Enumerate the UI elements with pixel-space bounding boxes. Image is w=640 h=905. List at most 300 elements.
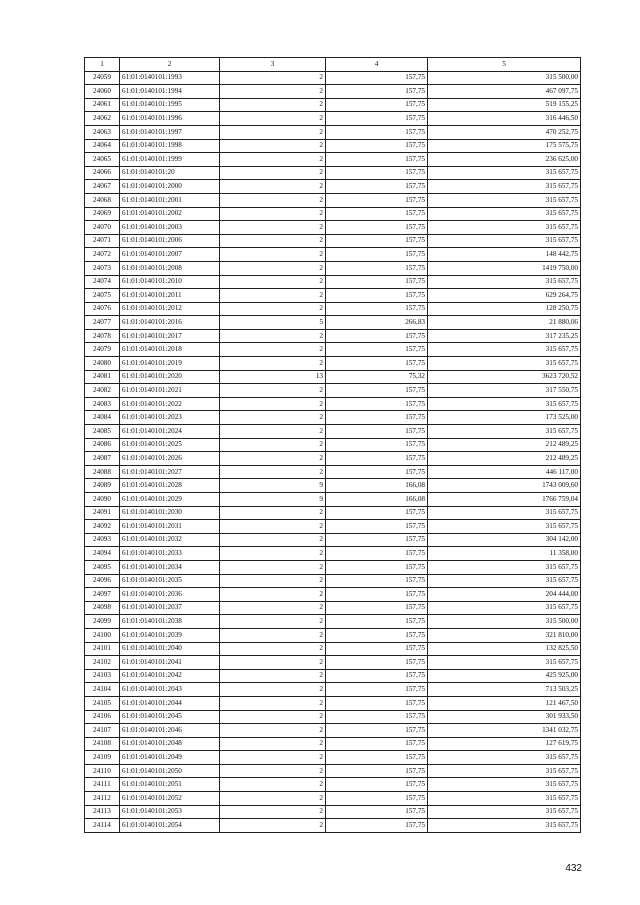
table-row	[85, 764, 581, 778]
column-header-4: 4	[326, 58, 428, 72]
table-row	[85, 615, 581, 629]
quantity-cell: 2	[220, 180, 326, 194]
quantity-cell: 2	[220, 302, 326, 316]
table-row	[85, 411, 581, 425]
table-row	[85, 397, 581, 411]
rate-cell: 157,75	[326, 357, 428, 371]
quantity-cell: 2	[220, 601, 326, 615]
cadastral-number-cell: 61:01:0140101:2021	[120, 384, 220, 398]
row-number-cell: 24104	[85, 683, 120, 697]
quantity-cell: 2	[220, 425, 326, 439]
quantity-cell: 2	[220, 805, 326, 819]
cadastral-number-cell: 61:01:0140101:1994	[120, 85, 220, 99]
cadastral-number-cell: 61:01:0140101:1995	[120, 98, 220, 112]
rate-cell: 266,83	[326, 316, 428, 330]
row-number-cell: 24077	[85, 316, 120, 330]
row-number-cell: 24087	[85, 452, 120, 466]
row-number-cell: 24113	[85, 805, 120, 819]
cadastral-number-cell: 61:01:0140101:2020	[120, 370, 220, 384]
quantity-cell: 2	[220, 289, 326, 303]
rate-cell: 157,75	[326, 751, 428, 765]
table-row	[85, 493, 581, 507]
quantity-cell: 2	[220, 737, 326, 751]
quantity-cell: 2	[220, 452, 326, 466]
cadastral-number-cell: 61:01:0140101:2019	[120, 357, 220, 371]
row-number-cell: 24103	[85, 669, 120, 683]
amount-cell: 446 117,00	[428, 465, 581, 479]
row-number-cell: 24110	[85, 764, 120, 778]
rate-cell: 157,75	[326, 234, 428, 248]
row-number-cell: 24062	[85, 112, 120, 126]
cadastral-number-cell: 61:01:0140101:2026	[120, 452, 220, 466]
quantity-cell: 9	[220, 493, 326, 507]
amount-cell: 315 500,00	[428, 71, 581, 85]
quantity-cell: 2	[220, 656, 326, 670]
cadastral-number-cell: 61:01:0140101:2011	[120, 289, 220, 303]
row-number-cell: 24108	[85, 737, 120, 751]
table-row	[85, 180, 581, 194]
row-number-cell: 24094	[85, 547, 120, 561]
rate-cell: 157,75	[326, 452, 428, 466]
row-number-cell: 24097	[85, 588, 120, 602]
column-header-3: 3	[220, 58, 326, 72]
cadastral-number-cell: 61:01:0140101:2041	[120, 656, 220, 670]
quantity-cell: 2	[220, 384, 326, 398]
rate-cell: 157,75	[326, 302, 428, 316]
row-number-cell: 24099	[85, 615, 120, 629]
row-number-cell: 24102	[85, 656, 120, 670]
table-row	[85, 574, 581, 588]
table-row	[85, 819, 581, 833]
table-row	[85, 465, 581, 479]
rate-cell: 75,32	[326, 370, 428, 384]
quantity-cell: 2	[220, 85, 326, 99]
cadastral-number-cell: 61:01:0140101:2025	[120, 438, 220, 452]
cadastral-number-cell: 61:01:0140101:2024	[120, 425, 220, 439]
quantity-cell: 13	[220, 370, 326, 384]
amount-cell: 315 657,75	[428, 193, 581, 207]
rate-cell: 157,75	[326, 601, 428, 615]
cadastral-number-cell: 61:01:0140101:2027	[120, 465, 220, 479]
rate-cell: 166,08	[326, 493, 428, 507]
row-number-cell: 24105	[85, 696, 120, 710]
table-row	[85, 98, 581, 112]
cadastral-number-cell: 61:01:0140101:2036	[120, 588, 220, 602]
row-number-cell: 24100	[85, 628, 120, 642]
amount-cell: 121 467,50	[428, 696, 581, 710]
row-number-cell: 24090	[85, 493, 120, 507]
quantity-cell: 2	[220, 98, 326, 112]
row-number-cell: 24098	[85, 601, 120, 615]
amount-cell: 321 810,00	[428, 628, 581, 642]
table-row	[85, 683, 581, 697]
amount-cell: 148 442,75	[428, 248, 581, 262]
page-number: 432	[565, 863, 582, 874]
column-header-2: 2	[120, 58, 220, 72]
table-row	[85, 343, 581, 357]
rate-cell: 157,75	[326, 805, 428, 819]
amount-cell: 1743 009,60	[428, 479, 581, 493]
amount-cell: 315 657,75	[428, 560, 581, 574]
table-row	[85, 425, 581, 439]
quantity-cell: 2	[220, 71, 326, 85]
rate-cell: 157,75	[326, 642, 428, 656]
row-number-cell: 24089	[85, 479, 120, 493]
rate-cell: 157,75	[326, 737, 428, 751]
rate-cell: 157,75	[326, 248, 428, 262]
amount-cell: 315 657,75	[428, 357, 581, 371]
quantity-cell: 5	[220, 316, 326, 330]
amount-cell: 315 657,75	[428, 506, 581, 520]
amount-cell: 315 657,75	[428, 166, 581, 180]
row-number-cell: 24088	[85, 465, 120, 479]
cadastral-number-cell: 61:01:0140101:2001	[120, 193, 220, 207]
row-number-cell: 24071	[85, 234, 120, 248]
cadastral-number-cell: 61:01:0140101:2000	[120, 180, 220, 194]
row-number-cell: 24065	[85, 153, 120, 167]
table-row	[85, 792, 581, 806]
row-number-cell: 24064	[85, 139, 120, 153]
rate-cell: 157,75	[326, 628, 428, 642]
quantity-cell: 2	[220, 139, 326, 153]
cadastral-number-cell: 61:01:0140101:2010	[120, 275, 220, 289]
cadastral-number-cell: 61:01:0140101:2045	[120, 710, 220, 724]
quantity-cell: 2	[220, 125, 326, 139]
cadastral-number-cell: 61:01:0140101:2008	[120, 261, 220, 275]
register-table	[84, 57, 581, 833]
rate-cell: 157,75	[326, 384, 428, 398]
cadastral-number-cell: 61:01:0140101:2003	[120, 221, 220, 235]
rate-cell: 157,75	[326, 180, 428, 194]
row-number-cell: 24063	[85, 125, 120, 139]
row-number-cell: 24107	[85, 724, 120, 738]
cadastral-number-cell: 61:01:0140101:2017	[120, 329, 220, 343]
amount-cell: 128 250,75	[428, 302, 581, 316]
quantity-cell: 2	[220, 615, 326, 629]
cadastral-number-cell: 61:01:0140101:2038	[120, 615, 220, 629]
cadastral-number-cell: 61:01:0140101:2028	[120, 479, 220, 493]
quantity-cell: 2	[220, 261, 326, 275]
column-header-5: 5	[428, 58, 581, 72]
quantity-cell: 2	[220, 438, 326, 452]
amount-cell: 11 358,00	[428, 547, 581, 561]
cadastral-number-cell: 61:01:0140101:2048	[120, 737, 220, 751]
row-number-cell: 24109	[85, 751, 120, 765]
table-row	[85, 479, 581, 493]
table-row	[85, 153, 581, 167]
rate-cell: 157,75	[326, 329, 428, 343]
cadastral-number-cell: 61:01:0140101:1998	[120, 139, 220, 153]
table-row	[85, 669, 581, 683]
column-header-1: 1	[85, 58, 120, 72]
quantity-cell: 2	[220, 724, 326, 738]
rate-cell: 157,75	[326, 98, 428, 112]
row-number-cell: 24084	[85, 411, 120, 425]
table-row	[85, 533, 581, 547]
table-row	[85, 642, 581, 656]
cadastral-number-cell: 61:01:0140101:2042	[120, 669, 220, 683]
row-number-cell: 24075	[85, 289, 120, 303]
rate-cell: 157,75	[326, 764, 428, 778]
table-row	[85, 438, 581, 452]
amount-cell: 315 657,75	[428, 805, 581, 819]
amount-cell: 173 525,00	[428, 411, 581, 425]
amount-cell: 315 657,75	[428, 764, 581, 778]
table-row	[85, 520, 581, 534]
table-row	[85, 547, 581, 561]
amount-cell: 132 825,50	[428, 642, 581, 656]
table-row	[85, 751, 581, 765]
row-number-cell: 24072	[85, 248, 120, 262]
table-row	[85, 125, 581, 139]
row-number-cell: 24076	[85, 302, 120, 316]
table-row	[85, 261, 581, 275]
table-row	[85, 357, 581, 371]
row-number-cell: 24081	[85, 370, 120, 384]
table-row	[85, 234, 581, 248]
amount-cell: 629 264,75	[428, 289, 581, 303]
row-number-cell: 24079	[85, 343, 120, 357]
quantity-cell: 2	[220, 588, 326, 602]
quantity-cell: 2	[220, 547, 326, 561]
quantity-cell: 2	[220, 166, 326, 180]
quantity-cell: 2	[220, 533, 326, 547]
amount-cell: 204 444,00	[428, 588, 581, 602]
row-number-cell: 24092	[85, 520, 120, 534]
quantity-cell: 2	[220, 696, 326, 710]
row-number-cell: 24085	[85, 425, 120, 439]
amount-cell: 315 657,75	[428, 601, 581, 615]
table-body	[85, 71, 581, 832]
amount-cell: 315 657,75	[428, 180, 581, 194]
amount-cell: 315 657,75	[428, 819, 581, 833]
table-row	[85, 85, 581, 99]
table-row	[85, 778, 581, 792]
rate-cell: 157,75	[326, 125, 428, 139]
cadastral-number-cell: 61:01:0140101:2029	[120, 493, 220, 507]
row-number-cell: 24101	[85, 642, 120, 656]
rate-cell: 157,75	[326, 560, 428, 574]
cadastral-number-cell: 61:01:0140101:2035	[120, 574, 220, 588]
cadastral-number-cell: 61:01:0140101:1996	[120, 112, 220, 126]
amount-cell: 315 657,75	[428, 792, 581, 806]
quantity-cell: 2	[220, 207, 326, 221]
amount-cell: 236 625,00	[428, 153, 581, 167]
cadastral-number-cell: 61:01:0140101:2030	[120, 506, 220, 520]
rate-cell: 157,75	[326, 710, 428, 724]
amount-cell: 3623 720,52	[428, 370, 581, 384]
cadastral-number-cell: 61:01:0140101:2044	[120, 696, 220, 710]
row-number-cell: 24070	[85, 221, 120, 235]
rate-cell: 157,75	[326, 411, 428, 425]
cadastral-number-cell: 61:01:0140101:2032	[120, 533, 220, 547]
rate-cell: 157,75	[326, 465, 428, 479]
table-row	[85, 656, 581, 670]
table-row	[85, 724, 581, 738]
table-row	[85, 601, 581, 615]
amount-cell: 315 500,00	[428, 615, 581, 629]
row-number-cell: 24083	[85, 397, 120, 411]
rate-cell: 157,75	[326, 166, 428, 180]
row-number-cell: 24095	[85, 560, 120, 574]
row-number-cell: 24078	[85, 329, 120, 343]
table-row	[85, 221, 581, 235]
row-number-cell: 24060	[85, 85, 120, 99]
row-number-cell: 24106	[85, 710, 120, 724]
cadastral-number-cell: 61:01:0140101:2049	[120, 751, 220, 765]
quantity-cell: 9	[220, 479, 326, 493]
cadastral-number-cell: 61:01:0140101:2002	[120, 207, 220, 221]
table-row	[85, 628, 581, 642]
cadastral-number-cell: 61:01:0140101:2031	[120, 520, 220, 534]
quantity-cell: 2	[220, 792, 326, 806]
rate-cell: 157,75	[326, 819, 428, 833]
amount-cell: 315 657,75	[428, 343, 581, 357]
table-row	[85, 384, 581, 398]
quantity-cell: 2	[220, 153, 326, 167]
cadastral-number-cell: 61:01:0140101:2040	[120, 642, 220, 656]
row-number-cell: 24074	[85, 275, 120, 289]
quantity-cell: 2	[220, 193, 326, 207]
quantity-cell: 2	[220, 343, 326, 357]
amount-cell: 1341 032,75	[428, 724, 581, 738]
cadastral-number-cell: 61:01:0140101:2006	[120, 234, 220, 248]
quantity-cell: 2	[220, 329, 326, 343]
table-row	[85, 302, 581, 316]
table-row	[85, 289, 581, 303]
cadastral-number-cell: 61:01:0140101:2034	[120, 560, 220, 574]
row-number-cell: 24086	[85, 438, 120, 452]
amount-cell: 470 252,75	[428, 125, 581, 139]
quantity-cell: 2	[220, 506, 326, 520]
table-row	[85, 316, 581, 330]
quantity-cell: 2	[220, 560, 326, 574]
amount-cell: 1419 750,00	[428, 261, 581, 275]
table-row	[85, 71, 581, 85]
cadastral-number-cell: 61:01:0140101:2052	[120, 792, 220, 806]
cadastral-number-cell: 61:01:0140101:2022	[120, 397, 220, 411]
amount-cell: 127 619,75	[428, 737, 581, 751]
amount-cell: 315 657,75	[428, 234, 581, 248]
amount-cell: 1766 759,04	[428, 493, 581, 507]
table-row	[85, 588, 581, 602]
table-row	[85, 112, 581, 126]
amount-cell: 467 097,75	[428, 85, 581, 99]
rate-cell: 157,75	[326, 425, 428, 439]
rate-cell: 157,75	[326, 533, 428, 547]
rate-cell: 157,75	[326, 261, 428, 275]
cadastral-number-cell: 61:01:0140101:2007	[120, 248, 220, 262]
cadastral-number-cell: 61:01:0140101:2033	[120, 547, 220, 561]
cadastral-number-cell: 61:01:0140101:2054	[120, 819, 220, 833]
quantity-cell: 2	[220, 411, 326, 425]
amount-cell: 317 235,25	[428, 329, 581, 343]
quantity-cell: 2	[220, 221, 326, 235]
rate-cell: 157,75	[326, 574, 428, 588]
amount-cell: 315 657,75	[428, 656, 581, 670]
table-row	[85, 370, 581, 384]
quantity-cell: 2	[220, 778, 326, 792]
row-number-cell: 24112	[85, 792, 120, 806]
rate-cell: 157,75	[326, 683, 428, 697]
rate-cell: 157,75	[326, 153, 428, 167]
quantity-cell: 2	[220, 465, 326, 479]
amount-cell: 713 503,25	[428, 683, 581, 697]
rate-cell: 157,75	[326, 139, 428, 153]
row-number-cell: 24061	[85, 98, 120, 112]
table-row	[85, 248, 581, 262]
cadastral-number-cell: 61:01:0140101:2016	[120, 316, 220, 330]
cadastral-number-cell: 61:01:0140101:2039	[120, 628, 220, 642]
amount-cell: 315 657,75	[428, 207, 581, 221]
rate-cell: 157,75	[326, 724, 428, 738]
table-row	[85, 506, 581, 520]
rate-cell: 157,75	[326, 275, 428, 289]
cadastral-number-cell: 61:01:0140101:2046	[120, 724, 220, 738]
amount-cell: 212 489,25	[428, 438, 581, 452]
cadastral-number-cell: 61:01:0140101:2050	[120, 764, 220, 778]
quantity-cell: 2	[220, 819, 326, 833]
rate-cell: 157,75	[326, 520, 428, 534]
table-row	[85, 329, 581, 343]
rate-cell: 157,75	[326, 506, 428, 520]
cadastral-number-cell: 61:01:0140101:1997	[120, 125, 220, 139]
rate-cell: 157,75	[326, 588, 428, 602]
rate-cell: 157,75	[326, 438, 428, 452]
table-row	[85, 710, 581, 724]
quantity-cell: 2	[220, 112, 326, 126]
quantity-cell: 2	[220, 574, 326, 588]
amount-cell: 315 657,75	[428, 751, 581, 765]
rate-cell: 157,75	[326, 669, 428, 683]
quantity-cell: 2	[220, 275, 326, 289]
row-number-cell: 24111	[85, 778, 120, 792]
rate-cell: 157,75	[326, 547, 428, 561]
cadastral-number-cell: 61:01:0140101:1993	[120, 71, 220, 85]
amount-cell: 315 657,75	[428, 778, 581, 792]
row-number-cell: 24066	[85, 166, 120, 180]
cadastral-number-cell: 61:01:0140101:2012	[120, 302, 220, 316]
row-number-cell: 24067	[85, 180, 120, 194]
row-number-cell: 24096	[85, 574, 120, 588]
rate-cell: 157,75	[326, 289, 428, 303]
table-row	[85, 139, 581, 153]
cadastral-number-cell: 61:01:0140101:2053	[120, 805, 220, 819]
amount-cell: 316 446,50	[428, 112, 581, 126]
rate-cell: 157,75	[326, 112, 428, 126]
amount-cell: 315 657,75	[428, 574, 581, 588]
row-number-cell: 24080	[85, 357, 120, 371]
amount-cell: 315 657,75	[428, 520, 581, 534]
cadastral-number-cell: 61:01:0140101:2018	[120, 343, 220, 357]
quantity-cell: 2	[220, 234, 326, 248]
quantity-cell: 2	[220, 669, 326, 683]
row-number-cell: 24069	[85, 207, 120, 221]
rate-cell: 157,75	[326, 221, 428, 235]
quantity-cell: 2	[220, 357, 326, 371]
quantity-cell: 2	[220, 751, 326, 765]
cadastral-number-cell: 61:01:0140101:2023	[120, 411, 220, 425]
cadastral-number-cell: 61:01:0140101:2043	[120, 683, 220, 697]
table-row	[85, 207, 581, 221]
rate-cell: 157,75	[326, 792, 428, 806]
rate-cell: 157,75	[326, 696, 428, 710]
amount-cell: 21 880,06	[428, 316, 581, 330]
cadastral-number-cell: 61:01:0140101:20	[120, 166, 220, 180]
rate-cell: 166,08	[326, 479, 428, 493]
row-number-cell: 24082	[85, 384, 120, 398]
amount-cell: 519 155,25	[428, 98, 581, 112]
